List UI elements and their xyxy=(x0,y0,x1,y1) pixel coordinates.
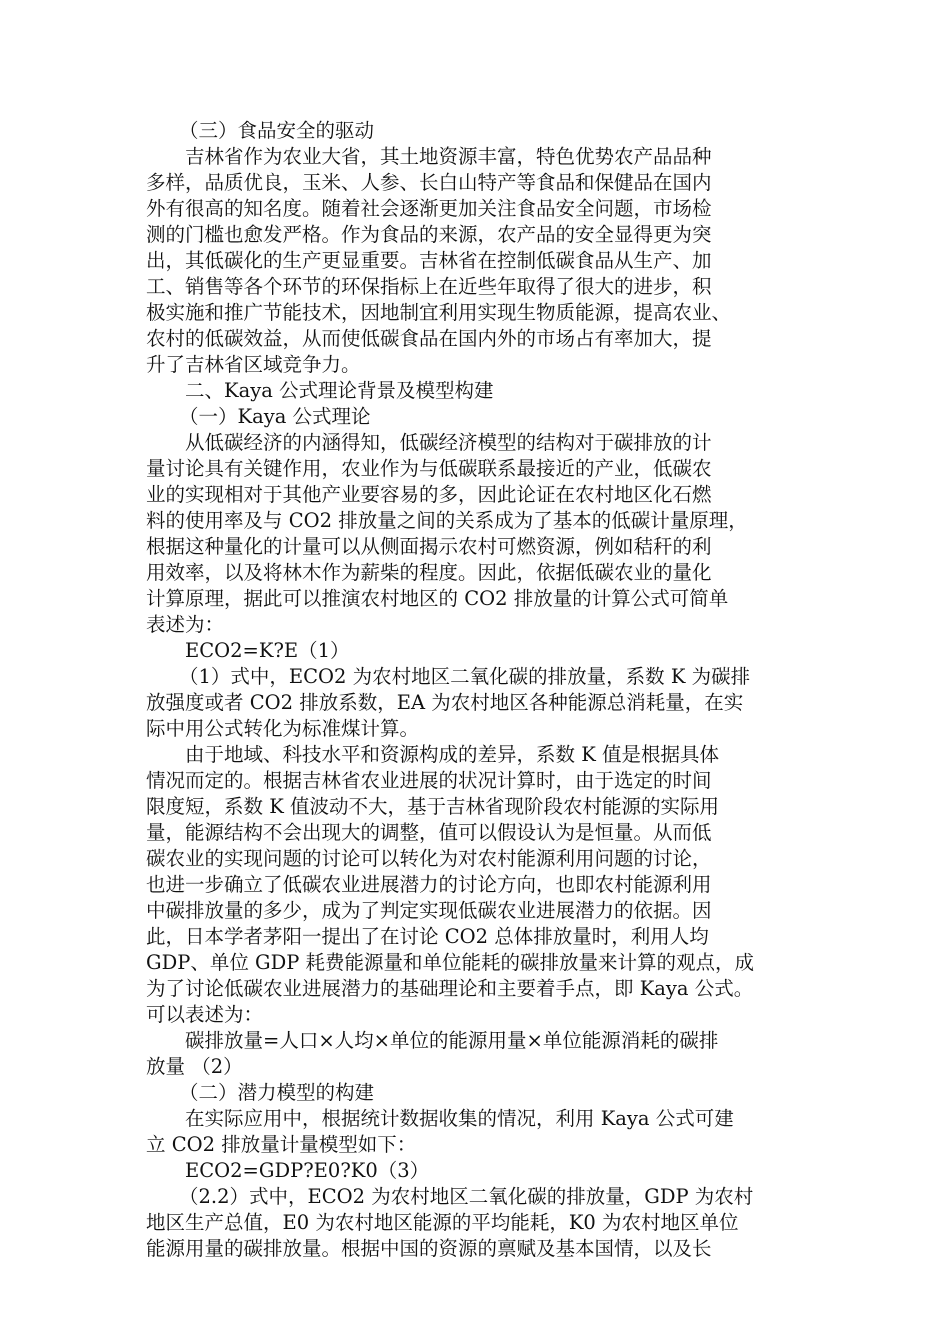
text-line: 农村的低碳效益，从而使低碳食品在国内外的市场占有率加大，提 xyxy=(146,327,712,350)
text-line: ECO2=K?E（1） xyxy=(185,639,350,662)
text-line: 情况而定的。根据吉林省农业进展的状况计算时，由于选定的时间 xyxy=(146,769,712,792)
text-line: 限度短，系数 K 值波动不大，基于吉林省现阶段农村能源的实际用 xyxy=(146,795,719,818)
text-line: （一）Kaya 公式理论 xyxy=(179,405,371,428)
text-line: （1）式中，ECO2 为农村地区二氧化碳的排放量，系数 K 为碳排 xyxy=(179,665,751,688)
text-line: 二、Kaya 公式理论背景及模型构建 xyxy=(185,379,494,402)
text-line: 用效率，以及将林木作为薪柴的程度。因此，依据低碳农业的量化 xyxy=(146,561,712,584)
text-line: 从低碳经济的内涵得知，低碳经济模型的结构对于碳排放的计 xyxy=(185,431,712,454)
text-line: 表述为： xyxy=(146,613,225,636)
text-line: 外有很高的知名度。随着社会逐渐更加关注食品安全问题，市场检 xyxy=(146,197,712,220)
text-line: 吉林省作为农业大省，其土地资源丰富，特色优势农产品品种 xyxy=(185,145,712,168)
text-line: 出，其低碳化的生产更显重要。吉林省在控制低碳食品从生产、加 xyxy=(146,249,712,272)
text-line: 量，能源结构不会出现大的调整，值可以假设认为是恒量。从而低 xyxy=(146,821,712,844)
text-line: 碳排放量=人口×人均×单位的能源用量×单位能源消耗的碳排 xyxy=(185,1029,719,1052)
text-line: 计算原理，据此可以推演农村地区的 CO2 排放量的计算公式可简单 xyxy=(146,587,729,610)
text-line: 立 CO2 排放量计量模型如下： xyxy=(146,1133,417,1156)
text-line: 能源用量的碳排放量。根据中国的资源的禀赋及基本国情，以及长 xyxy=(146,1237,712,1260)
text-line: 量讨论具有关键作用，农业作为与低碳联系最接近的产业，低碳农 xyxy=(146,457,712,480)
text-line: 多样，品质优良，玉米、人参、长白山特产等食品和保健品在国内 xyxy=(146,171,712,194)
text-line: 中碳排放量的多少，成为了判定实现低碳农业进展潜力的依据。因 xyxy=(146,899,712,922)
text-line: 在实际应用中，根据统计数据收集的情况，利用 Kaya 公式可建 xyxy=(185,1107,734,1130)
text-line: 根据这种量化的计量可以从侧面揭示农村可燃资源，例如秸秆的利 xyxy=(146,535,712,558)
text-line: 碳农业的实现问题的讨论可以转化为对农村能源利用问题的讨论， xyxy=(146,847,712,870)
text-line: 由于地域、科技水平和资源构成的差异，系数 K 值是根据具体 xyxy=(185,743,719,766)
text-line: （2.2）式中，ECO2 为农村地区二氧化碳的排放量，GDP 为农村 xyxy=(179,1185,754,1208)
text-line: 放强度或者 CO2 排放系数，EA 为农村地区各种能源总消耗量，在实 xyxy=(146,691,744,714)
text-line: 为了讨论低碳农业进展潜力的基础理论和主要着手点，即 Kaya 公式。 xyxy=(146,977,754,1000)
text-line: 可以表述为： xyxy=(146,1003,264,1026)
text-line: 工、销售等各个环节的环保指标上在近些年取得了很大的进步，积 xyxy=(146,275,712,298)
text-line: 料的使用率及与 CO2 排放量之间的关系成为了基本的低碳计量原理， xyxy=(146,509,748,532)
text-line: 际中用公式转化为标准煤计算。 xyxy=(146,717,420,740)
text-line: （二）潜力模型的构建 xyxy=(179,1081,375,1104)
text-line: （三）食品安全的驱动 xyxy=(179,119,375,142)
text-line: 测的门槛也愈发严格。作为食品的来源，农产品的安全显得更为突 xyxy=(146,223,712,246)
text-line: 升了吉林省区域竞争力。 xyxy=(146,353,361,376)
document-page xyxy=(146,118,808,1262)
text-line: 业的实现相对于其他产业要容易的多，因此论证在农村地区化石燃 xyxy=(146,483,712,506)
text-line: 放量 （2） xyxy=(146,1055,243,1078)
text-line: 也进一步确立了低碳农业进展潜力的讨论方向，也即农村能源利用 xyxy=(146,873,712,896)
text-line: GDP、单位 GDP 耗费能源量和单位能耗的碳排放量来计算的观点，成 xyxy=(146,951,755,974)
text-line: 地区生产总值，E0 为农村地区能源的平均能耗，K0 为农村地区单位 xyxy=(146,1211,739,1234)
text-line: 此，日本学者茅阳一提出了在讨论 CO2 总体排放量时，利用人均 xyxy=(146,925,709,948)
text-line: 极实施和推广节能技术，因地制宜利用实现生物质能源，提高农业、 xyxy=(146,301,732,324)
text-line: ECO2=GDP?E0?K0（3） xyxy=(185,1159,430,1182)
